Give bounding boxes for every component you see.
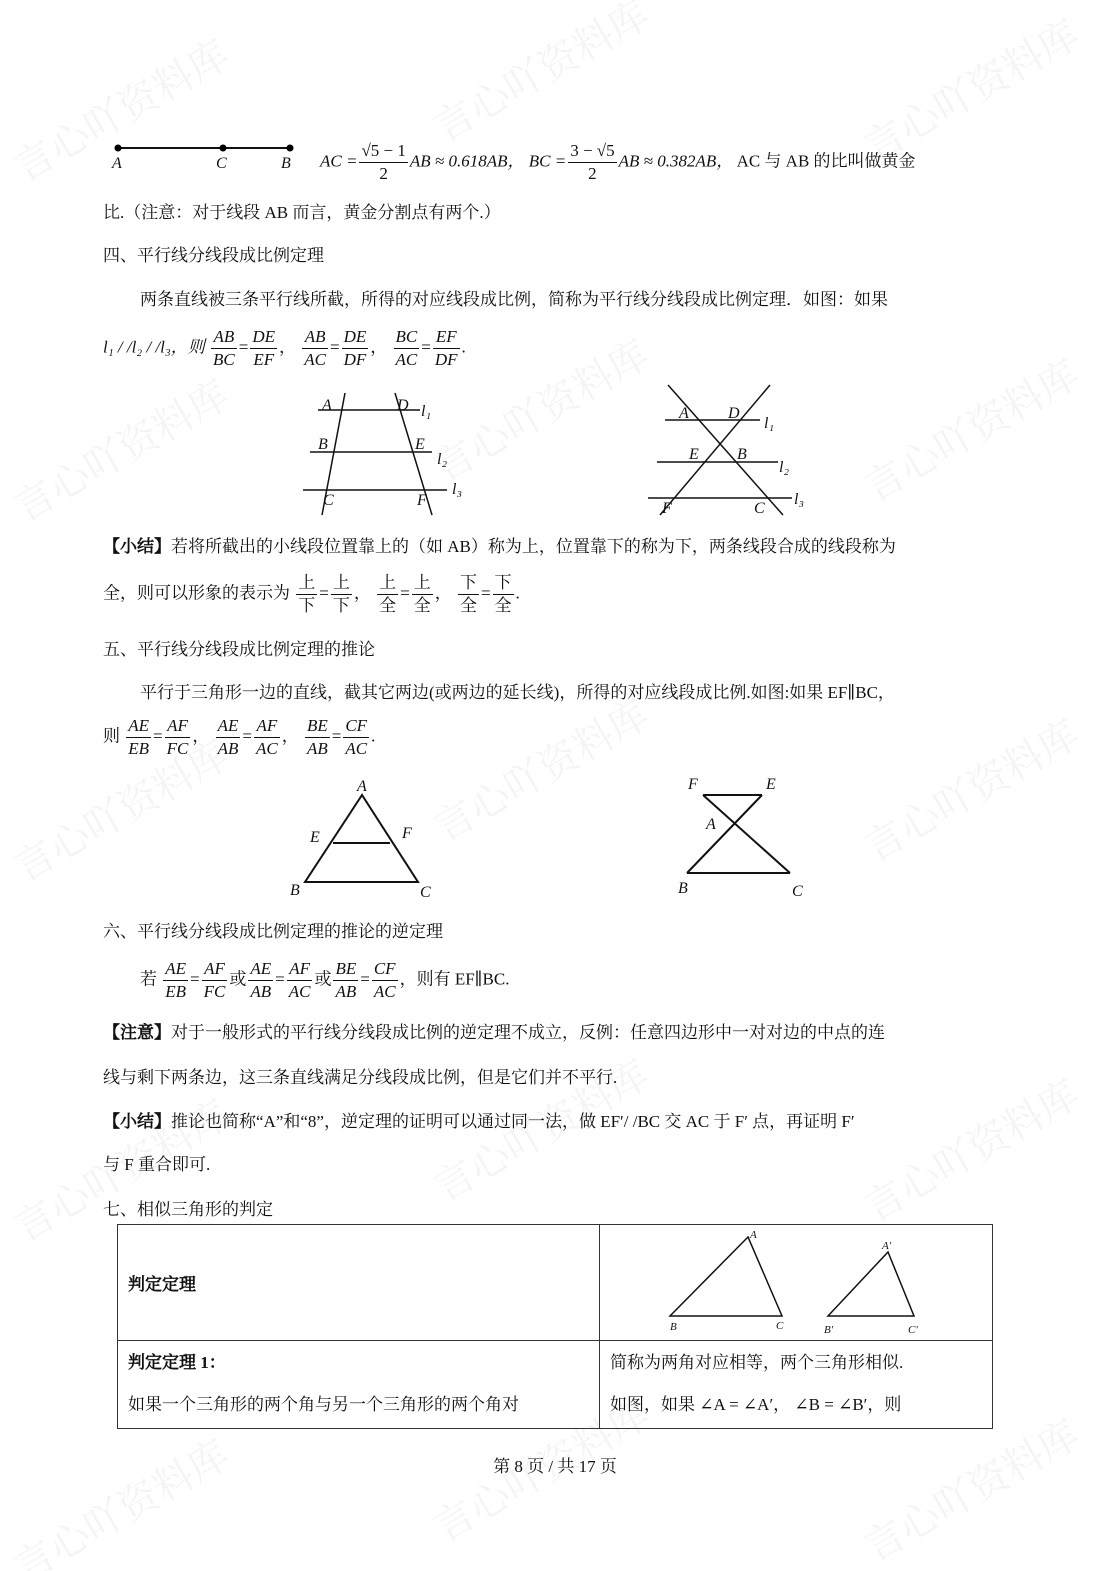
figure-1-labels (318, 397, 462, 509)
section-5-heading: 五、平行线分线段成比例定理的推论 (103, 640, 375, 659)
svg-text:D: D (728, 405, 740, 422)
section-4-text: 两条直线被三条平行线所截，所得的对应线段成比例，简称为平行线分线段成比例定理．如图：如果 (140, 290, 888, 309)
svg-text:C': C' (908, 1324, 918, 1336)
svg-text:A: A (706, 816, 716, 833)
svg-text:F: F (417, 492, 427, 509)
svg-text:A: A (357, 778, 367, 795)
section-6-summary-cont: 与 F 重合即可. (103, 1155, 211, 1174)
section-6-note-cont: 线与剩下两条边，这三条直线满足分线段成比例，但是它们并不平行. (103, 1068, 618, 1087)
svg-text:C: C (420, 884, 431, 901)
page-footer: 第 8 页 / 共 17 页 (493, 1457, 617, 1476)
svg-text:C: C (792, 883, 803, 900)
svg-text:C: C (754, 500, 765, 517)
svg-text:C: C (323, 492, 334, 509)
svg-text:C: C (216, 155, 227, 172)
svg-text:l₁: l₁ (421, 403, 432, 420)
svg-text:A: A (322, 397, 332, 414)
svg-text:F: F (662, 500, 672, 517)
section-4-summary: 【小结】若将所截出的小线段位置靠上的（如 AB）称为上，位置靠下的称为下，两条线段合成的线段称为 (103, 537, 896, 556)
svg-text:l₃: l₃ (794, 491, 805, 508)
section-4-formula: l₁ / /l₂ / /l₃，则 $\frac{AB}{BC}$ = $\frac{DE}{EF}$ ， $\frac{AB}{AC}$ = $\frac{DE}{DF}$ ， $\frac{BC}{AC}$ = $\frac{EF}{DF}$ . (103, 327, 466, 369)
svg-text:E: E (766, 776, 776, 793)
svg-text:E: E (689, 446, 699, 463)
section-4-summary-formula: 全，则可以形象的表示为 $\frac{\text{上}}{\text{下}}$ = $\frac{\text{上}}{\text{下}}$ ， $\frac{\text{上}}{\text{全}}$ = $\frac{\text{上}}{\text{全}}$ ， $\frac{\text{下}}{\text{全}}$ = $\frac{\text{下}}{\text{全}}$ . (103, 573, 520, 615)
section-6-summary: 【小结】推论也简称“A”和“8”，逆定理的证明可以通过同一法，做 EF′/ /BC 交 AC 于 F′ 点，再证明 F′ (103, 1112, 855, 1131)
criterion-1-explanation: 简称为两角对应相等，两个三角形相似. 如图，如果 ∠A = ∠A′， ∠B = ∠B′，则 (600, 1341, 993, 1429)
svg-text:B: B (281, 155, 291, 172)
svg-text:E: E (415, 436, 425, 453)
svg-text:B: B (678, 880, 688, 897)
svg-text:l₁: l₁ (764, 415, 775, 432)
criterion-1-cell: 判定定理 1： 如果一个三角形的两个角与另一个三角形的两个角对 (118, 1341, 600, 1429)
svg-text:F: F (402, 825, 412, 842)
similarity-criteria-table (117, 1224, 993, 1429)
svg-text:A': A' (882, 1240, 892, 1252)
svg-text:A: A (112, 155, 122, 172)
svg-text:D: D (397, 397, 409, 414)
svg-text:l₂: l₂ (437, 451, 448, 468)
section-5-text: 平行于三角形一边的直线，截其它两边(或两边的延长线)，所得的对应线段成比例.如图:如果 EF∥BC， (140, 683, 895, 702)
figure-2-labels (661, 405, 804, 517)
svg-text:C: C (776, 1320, 784, 1332)
golden-formula: AC = $\frac{√5 - 1}{2}$ AB ≈ 0.618AB， BC = $\frac{3 - √5}{2}$ AB ≈ 0.382AB， AC 与 AB 的比叫做黄金 (320, 141, 916, 183)
section-6-heading: 六、平行线分线段成比例定理的推论的逆定理 (103, 922, 443, 941)
table-header-cell: 判定定理 (118, 1225, 600, 1341)
svg-text:B': B' (824, 1324, 834, 1336)
section-7-heading: 七、相似三角形的判定 (103, 1200, 273, 1219)
section-6-note: 【注意】对于一般形式的平行线分线段成比例的逆定理不成立，反例：任意四边形中一对对边的中点的连 (103, 1023, 885, 1042)
svg-text:F: F (688, 776, 698, 793)
svg-text:B: B (290, 882, 300, 899)
svg-text:E: E (310, 829, 320, 846)
golden-note: 比.（注意：对于线段 AB 而言，黄金分割点有两个.） (103, 203, 501, 222)
triangles-figure-cell (600, 1225, 993, 1341)
svg-text:A: A (679, 405, 689, 422)
svg-text:l₃: l₃ (452, 481, 463, 498)
similar-triangles-figure (600, 1225, 990, 1339)
section-5-formula: 则 $\frac{AE}{EB}$ = $\frac{AF}{FC}$ ， $\frac{AE}{AB}$ = $\frac{AF}{AC}$ ， $\frac{BE}{AB}$ = $\frac{CF}{AC}$ . (103, 716, 376, 758)
hourglass-8-figure (687, 795, 790, 873)
svg-text:B: B (670, 1321, 677, 1333)
section-4-heading: 四、平行线分线段成比例定理 (103, 246, 324, 265)
svg-text:B: B (737, 446, 747, 463)
svg-text:A: A (750, 1229, 757, 1241)
svg-text:l₂: l₂ (779, 459, 790, 476)
section-6-formula: 若 $\frac{AE}{EB}$ = $\frac{AF}{FC}$ 或 $\frac{AE}{AB}$ = $\frac{AF}{AC}$ 或 $\frac{BE}{AB}$ = $\frac{CF}{AC}$ ，则有 EF∥BC. (140, 959, 510, 1001)
parallel-lines-figure-2 (648, 385, 792, 515)
svg-text:B: B (318, 436, 328, 453)
